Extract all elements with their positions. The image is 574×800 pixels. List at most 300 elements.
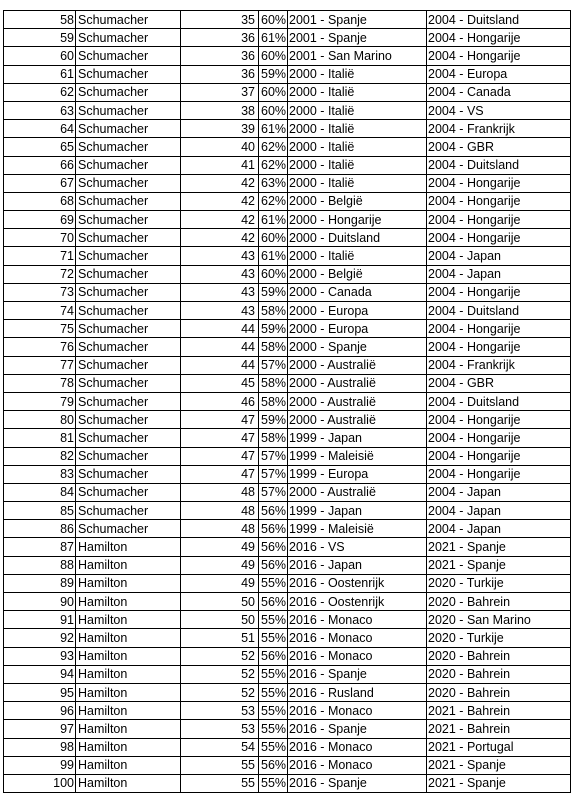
- table-row: [4, 538, 571, 556]
- cell-percentage: 57%: [259, 465, 288, 483]
- cell-rank: 81: [4, 429, 76, 447]
- cell-percentage: 60%: [259, 229, 288, 247]
- cell-percentage: 59%: [259, 65, 288, 83]
- cell-first-race: 2016 - Spanje: [288, 774, 427, 792]
- cell-last-race: 2004 - Hongarije: [427, 211, 571, 229]
- cell-rank: 85: [4, 502, 76, 520]
- cell-first-race: 2000 - Duitsland: [288, 229, 427, 247]
- cell-percentage: 62%: [259, 192, 288, 210]
- cell-last-race: 2004 - Hongarije: [427, 283, 571, 301]
- table-row: [4, 101, 571, 119]
- table-row: [4, 374, 571, 392]
- cell-last-race: 2004 - Frankrijk: [427, 120, 571, 138]
- cell-driver: Hamilton: [76, 683, 181, 701]
- cell-rank: 59: [4, 29, 76, 47]
- cell-rank: 71: [4, 247, 76, 265]
- cell-count: 42: [181, 174, 259, 192]
- table-row: [4, 411, 571, 429]
- cell-rank: 80: [4, 411, 76, 429]
- cell-first-race: 2000 - Australië: [288, 356, 427, 374]
- cell-rank: 69: [4, 211, 76, 229]
- table-row: [4, 356, 571, 374]
- table-row: [4, 83, 571, 101]
- cell-last-race: 2004 - Hongarije: [427, 338, 571, 356]
- cell-rank: 94: [4, 665, 76, 683]
- table-row: [4, 447, 571, 465]
- cell-count: 49: [181, 538, 259, 556]
- cell-percentage: 60%: [259, 101, 288, 119]
- cell-driver: Schumacher: [76, 320, 181, 338]
- cell-rank: 99: [4, 756, 76, 774]
- table-body: [4, 11, 571, 793]
- cell-rank: 61: [4, 65, 76, 83]
- cell-first-race: 2000 - Italië: [288, 120, 427, 138]
- table-row: [4, 156, 571, 174]
- cell-first-race: 1999 - Maleisië: [288, 447, 427, 465]
- cell-driver: Hamilton: [76, 556, 181, 574]
- cell-count: 36: [181, 65, 259, 83]
- cell-driver: Schumacher: [76, 138, 181, 156]
- cell-first-race: 2016 - Monaco: [288, 702, 427, 720]
- cell-percentage: 60%: [259, 47, 288, 65]
- cell-last-race: 2020 - Turkije: [427, 574, 571, 592]
- cell-first-race: 2000 - Australië: [288, 483, 427, 501]
- cell-count: 52: [181, 647, 259, 665]
- table-row: [4, 320, 571, 338]
- cell-rank: 76: [4, 338, 76, 356]
- cell-driver: Schumacher: [76, 265, 181, 283]
- cell-count: 41: [181, 156, 259, 174]
- table-row: [4, 665, 571, 683]
- cell-last-race: 2020 - Bahrein: [427, 665, 571, 683]
- cell-driver: Schumacher: [76, 283, 181, 301]
- cell-count: 45: [181, 374, 259, 392]
- cell-rank: 82: [4, 447, 76, 465]
- cell-first-race: 2016 - Monaco: [288, 756, 427, 774]
- cell-percentage: 60%: [259, 83, 288, 101]
- table-row: [4, 120, 571, 138]
- cell-rank: 96: [4, 702, 76, 720]
- cell-rank: 68: [4, 192, 76, 210]
- cell-driver: Schumacher: [76, 356, 181, 374]
- cell-percentage: 55%: [259, 774, 288, 792]
- cell-first-race: 1999 - Europa: [288, 465, 427, 483]
- cell-driver: Schumacher: [76, 374, 181, 392]
- cell-percentage: 55%: [259, 665, 288, 683]
- cell-driver: Hamilton: [76, 647, 181, 665]
- cell-rank: 90: [4, 593, 76, 611]
- cell-last-race: 2020 - Turkije: [427, 629, 571, 647]
- cell-count: 44: [181, 338, 259, 356]
- cell-count: 55: [181, 774, 259, 792]
- cell-driver: Schumacher: [76, 247, 181, 265]
- cell-rank: 66: [4, 156, 76, 174]
- cell-first-race: 2000 - Europa: [288, 302, 427, 320]
- cell-last-race: 2004 - Frankrijk: [427, 356, 571, 374]
- cell-driver: Schumacher: [76, 229, 181, 247]
- cell-last-race: 2004 - Japan: [427, 483, 571, 501]
- cell-rank: 95: [4, 683, 76, 701]
- table-row: [4, 265, 571, 283]
- cell-rank: 75: [4, 320, 76, 338]
- cell-count: 47: [181, 411, 259, 429]
- cell-count: 47: [181, 429, 259, 447]
- cell-last-race: 2021 - Spanje: [427, 556, 571, 574]
- cell-first-race: 2016 - Japan: [288, 556, 427, 574]
- cell-last-race: 2021 - Bahrein: [427, 702, 571, 720]
- cell-last-race: 2004 - Canada: [427, 83, 571, 101]
- cell-count: 39: [181, 120, 259, 138]
- cell-rank: 73: [4, 283, 76, 301]
- cell-driver: Schumacher: [76, 192, 181, 210]
- table-row: [4, 429, 571, 447]
- cell-last-race: 2004 - Hongarije: [427, 192, 571, 210]
- cell-first-race: 2000 - Europa: [288, 320, 427, 338]
- cell-rank: 64: [4, 120, 76, 138]
- cell-last-race: 2004 - Hongarije: [427, 29, 571, 47]
- cell-first-race: 2000 - Italië: [288, 83, 427, 101]
- cell-rank: 87: [4, 538, 76, 556]
- cell-count: 43: [181, 247, 259, 265]
- cell-rank: 78: [4, 374, 76, 392]
- cell-rank: 97: [4, 720, 76, 738]
- cell-driver: Hamilton: [76, 720, 181, 738]
- cell-percentage: 59%: [259, 320, 288, 338]
- cell-count: 52: [181, 683, 259, 701]
- cell-rank: 72: [4, 265, 76, 283]
- cell-first-race: 2001 - San Marino: [288, 47, 427, 65]
- cell-last-race: 2021 - Spanje: [427, 538, 571, 556]
- cell-last-race: 2004 - Japan: [427, 520, 571, 538]
- cell-percentage: 55%: [259, 738, 288, 756]
- cell-count: 36: [181, 29, 259, 47]
- cell-driver: Hamilton: [76, 702, 181, 720]
- cell-first-race: 1999 - Japan: [288, 502, 427, 520]
- cell-first-race: 1999 - Maleisië: [288, 520, 427, 538]
- cell-count: 42: [181, 211, 259, 229]
- cell-first-race: 2016 - Monaco: [288, 629, 427, 647]
- cell-percentage: 55%: [259, 611, 288, 629]
- cell-first-race: 2001 - Spanje: [288, 11, 427, 29]
- cell-driver: Hamilton: [76, 756, 181, 774]
- cell-driver: Schumacher: [76, 411, 181, 429]
- cell-percentage: 56%: [259, 756, 288, 774]
- cell-last-race: 2004 - Hongarije: [427, 320, 571, 338]
- cell-count: 43: [181, 265, 259, 283]
- table-row: [4, 611, 571, 629]
- cell-first-race: 2016 - Oostenrijk: [288, 593, 427, 611]
- cell-first-race: 2000 - Italië: [288, 156, 427, 174]
- cell-driver: Hamilton: [76, 629, 181, 647]
- cell-last-race: 2004 - Hongarije: [427, 447, 571, 465]
- cell-count: 40: [181, 138, 259, 156]
- table-row: [4, 465, 571, 483]
- table-row: [4, 247, 571, 265]
- cell-count: 42: [181, 192, 259, 210]
- cell-rank: 89: [4, 574, 76, 592]
- cell-last-race: 2004 - Hongarije: [427, 47, 571, 65]
- table-row: [4, 702, 571, 720]
- cell-percentage: 62%: [259, 138, 288, 156]
- cell-rank: 84: [4, 483, 76, 501]
- cell-driver: Schumacher: [76, 465, 181, 483]
- cell-count: 47: [181, 447, 259, 465]
- cell-driver: Hamilton: [76, 538, 181, 556]
- table-row: [4, 483, 571, 501]
- table-row: [4, 629, 571, 647]
- cell-first-race: 2000 - België: [288, 265, 427, 283]
- cell-last-race: 2004 - Europa: [427, 65, 571, 83]
- cell-driver: Schumacher: [76, 65, 181, 83]
- cell-count: 55: [181, 756, 259, 774]
- cell-percentage: 58%: [259, 392, 288, 410]
- cell-first-race: 2016 - Rusland: [288, 683, 427, 701]
- cell-percentage: 56%: [259, 647, 288, 665]
- cell-count: 43: [181, 283, 259, 301]
- cell-driver: Schumacher: [76, 447, 181, 465]
- cell-first-race: 2016 - Spanje: [288, 720, 427, 738]
- cell-last-race: 2004 - Hongarije: [427, 174, 571, 192]
- cell-count: 38: [181, 101, 259, 119]
- cell-driver: Schumacher: [76, 101, 181, 119]
- table-row: [4, 683, 571, 701]
- cell-driver: Schumacher: [76, 502, 181, 520]
- cell-first-race: 2000 - België: [288, 192, 427, 210]
- cell-first-race: 2016 - Monaco: [288, 611, 427, 629]
- cell-driver: Schumacher: [76, 211, 181, 229]
- cell-count: 48: [181, 520, 259, 538]
- cell-driver: Hamilton: [76, 574, 181, 592]
- cell-count: 53: [181, 720, 259, 738]
- cell-percentage: 56%: [259, 556, 288, 574]
- cell-percentage: 55%: [259, 574, 288, 592]
- cell-count: 54: [181, 738, 259, 756]
- cell-driver: Hamilton: [76, 774, 181, 792]
- cell-rank: 86: [4, 520, 76, 538]
- cell-count: 47: [181, 465, 259, 483]
- cell-rank: 63: [4, 101, 76, 119]
- table-row: [4, 174, 571, 192]
- cell-driver: Hamilton: [76, 665, 181, 683]
- cell-first-race: 1999 - Japan: [288, 429, 427, 447]
- cell-last-race: 2004 - GBR: [427, 374, 571, 392]
- cell-first-race: 2000 - Hongarije: [288, 211, 427, 229]
- cell-percentage: 57%: [259, 483, 288, 501]
- cell-rank: 100: [4, 774, 76, 792]
- cell-percentage: 61%: [259, 120, 288, 138]
- cell-last-race: 2004 - Japan: [427, 502, 571, 520]
- cell-driver: Schumacher: [76, 392, 181, 410]
- cell-percentage: 57%: [259, 356, 288, 374]
- cell-driver: Hamilton: [76, 611, 181, 629]
- cell-first-race: 2000 - Australië: [288, 411, 427, 429]
- table-row: [4, 29, 571, 47]
- cell-last-race: 2004 - Japan: [427, 265, 571, 283]
- table-row: [4, 556, 571, 574]
- cell-percentage: 59%: [259, 283, 288, 301]
- cell-percentage: 58%: [259, 302, 288, 320]
- cell-first-race: 2000 - Australië: [288, 374, 427, 392]
- table-row: [4, 593, 571, 611]
- cell-last-race: 2021 - Bahrein: [427, 720, 571, 738]
- cell-first-race: 2000 - Italië: [288, 65, 427, 83]
- cell-count: 50: [181, 593, 259, 611]
- cell-count: 49: [181, 556, 259, 574]
- table-row: [4, 520, 571, 538]
- cell-last-race: 2004 - Japan: [427, 247, 571, 265]
- cell-rank: 62: [4, 83, 76, 101]
- table-row: [4, 192, 571, 210]
- cell-percentage: 58%: [259, 374, 288, 392]
- cell-driver: Hamilton: [76, 593, 181, 611]
- cell-rank: 91: [4, 611, 76, 629]
- cell-driver: Schumacher: [76, 174, 181, 192]
- cell-driver: Schumacher: [76, 11, 181, 29]
- cell-rank: 77: [4, 356, 76, 374]
- cell-count: 46: [181, 392, 259, 410]
- cell-count: 44: [181, 356, 259, 374]
- cell-percentage: 55%: [259, 702, 288, 720]
- table-row: [4, 138, 571, 156]
- cell-last-race: 2004 - Hongarije: [427, 465, 571, 483]
- table-row: [4, 738, 571, 756]
- cell-rank: 70: [4, 229, 76, 247]
- cell-last-race: 2004 - Hongarije: [427, 229, 571, 247]
- cell-rank: 65: [4, 138, 76, 156]
- cell-last-race: 2021 - Portugal: [427, 738, 571, 756]
- cell-count: 50: [181, 611, 259, 629]
- cell-count: 51: [181, 629, 259, 647]
- cell-last-race: 2004 - Duitsland: [427, 11, 571, 29]
- cell-percentage: 55%: [259, 720, 288, 738]
- cell-driver: Schumacher: [76, 47, 181, 65]
- table-row: [4, 392, 571, 410]
- table-row: [4, 502, 571, 520]
- cell-rank: 60: [4, 47, 76, 65]
- cell-first-race: 2000 - Canada: [288, 283, 427, 301]
- cell-count: 43: [181, 302, 259, 320]
- table-row: [4, 574, 571, 592]
- table-row: [4, 229, 571, 247]
- cell-percentage: 61%: [259, 29, 288, 47]
- cell-last-race: 2004 - GBR: [427, 138, 571, 156]
- cell-driver: Hamilton: [76, 738, 181, 756]
- cell-first-race: 2000 - Spanje: [288, 338, 427, 356]
- cell-count: 53: [181, 702, 259, 720]
- cell-percentage: 63%: [259, 174, 288, 192]
- cell-driver: Schumacher: [76, 29, 181, 47]
- cell-rank: 98: [4, 738, 76, 756]
- cell-driver: Schumacher: [76, 120, 181, 138]
- table-row: [4, 774, 571, 792]
- cell-last-race: 2004 - Hongarije: [427, 429, 571, 447]
- table-row: [4, 11, 571, 29]
- cell-first-race: 2016 - Monaco: [288, 647, 427, 665]
- cell-count: 52: [181, 665, 259, 683]
- cell-rank: 88: [4, 556, 76, 574]
- cell-count: 35: [181, 11, 259, 29]
- cell-last-race: 2020 - Bahrein: [427, 647, 571, 665]
- table-row: [4, 756, 571, 774]
- cell-last-race: 2020 - Bahrein: [427, 593, 571, 611]
- table-row: [4, 47, 571, 65]
- cell-rank: 92: [4, 629, 76, 647]
- cell-count: 44: [181, 320, 259, 338]
- cell-first-race: 2000 - Italië: [288, 174, 427, 192]
- cell-last-race: 2021 - Spanje: [427, 756, 571, 774]
- cell-first-race: 2000 - Australië: [288, 392, 427, 410]
- cell-rank: 74: [4, 302, 76, 320]
- cell-percentage: 57%: [259, 447, 288, 465]
- cell-percentage: 60%: [259, 11, 288, 29]
- cell-last-race: 2004 - Hongarije: [427, 411, 571, 429]
- cell-driver: Schumacher: [76, 520, 181, 538]
- cell-first-race: 2016 - Spanje: [288, 665, 427, 683]
- table-row: [4, 65, 571, 83]
- cell-percentage: 58%: [259, 429, 288, 447]
- cell-percentage: 56%: [259, 593, 288, 611]
- cell-last-race: 2020 - San Marino: [427, 611, 571, 629]
- cell-percentage: 62%: [259, 156, 288, 174]
- cell-first-race: 2000 - Italië: [288, 101, 427, 119]
- cell-rank: 93: [4, 647, 76, 665]
- cell-percentage: 60%: [259, 265, 288, 283]
- cell-count: 37: [181, 83, 259, 101]
- cell-rank: 83: [4, 465, 76, 483]
- cell-percentage: 55%: [259, 683, 288, 701]
- cell-last-race: 2020 - Bahrein: [427, 683, 571, 701]
- cell-driver: Schumacher: [76, 483, 181, 501]
- cell-driver: Schumacher: [76, 83, 181, 101]
- cell-percentage: 55%: [259, 629, 288, 647]
- table-row: [4, 647, 571, 665]
- cell-percentage: 56%: [259, 538, 288, 556]
- cell-percentage: 61%: [259, 211, 288, 229]
- cell-last-race: 2004 - Duitsland: [427, 302, 571, 320]
- cell-percentage: 58%: [259, 338, 288, 356]
- data-table: [3, 10, 571, 793]
- cell-first-race: 2016 - Monaco: [288, 738, 427, 756]
- cell-first-race: 2000 - Italië: [288, 138, 427, 156]
- cell-driver: Schumacher: [76, 302, 181, 320]
- cell-percentage: 61%: [259, 247, 288, 265]
- cell-last-race: 2004 - Duitsland: [427, 156, 571, 174]
- cell-last-race: 2004 - VS: [427, 101, 571, 119]
- cell-percentage: 59%: [259, 411, 288, 429]
- cell-count: 48: [181, 502, 259, 520]
- table-row: [4, 720, 571, 738]
- cell-driver: Schumacher: [76, 429, 181, 447]
- table-row: [4, 338, 571, 356]
- table-row: [4, 283, 571, 301]
- cell-last-race: 2004 - Duitsland: [427, 392, 571, 410]
- table-row: [4, 302, 571, 320]
- cell-count: 42: [181, 229, 259, 247]
- cell-count: 48: [181, 483, 259, 501]
- cell-percentage: 56%: [259, 502, 288, 520]
- cell-rank: 67: [4, 174, 76, 192]
- cell-count: 49: [181, 574, 259, 592]
- cell-first-race: 2016 - VS: [288, 538, 427, 556]
- table-row: [4, 211, 571, 229]
- cell-last-race: 2021 - Spanje: [427, 774, 571, 792]
- cell-count: 36: [181, 47, 259, 65]
- cell-rank: 58: [4, 11, 76, 29]
- cell-first-race: 2000 - Italië: [288, 247, 427, 265]
- cell-rank: 79: [4, 392, 76, 410]
- cell-driver: Schumacher: [76, 156, 181, 174]
- cell-percentage: 56%: [259, 520, 288, 538]
